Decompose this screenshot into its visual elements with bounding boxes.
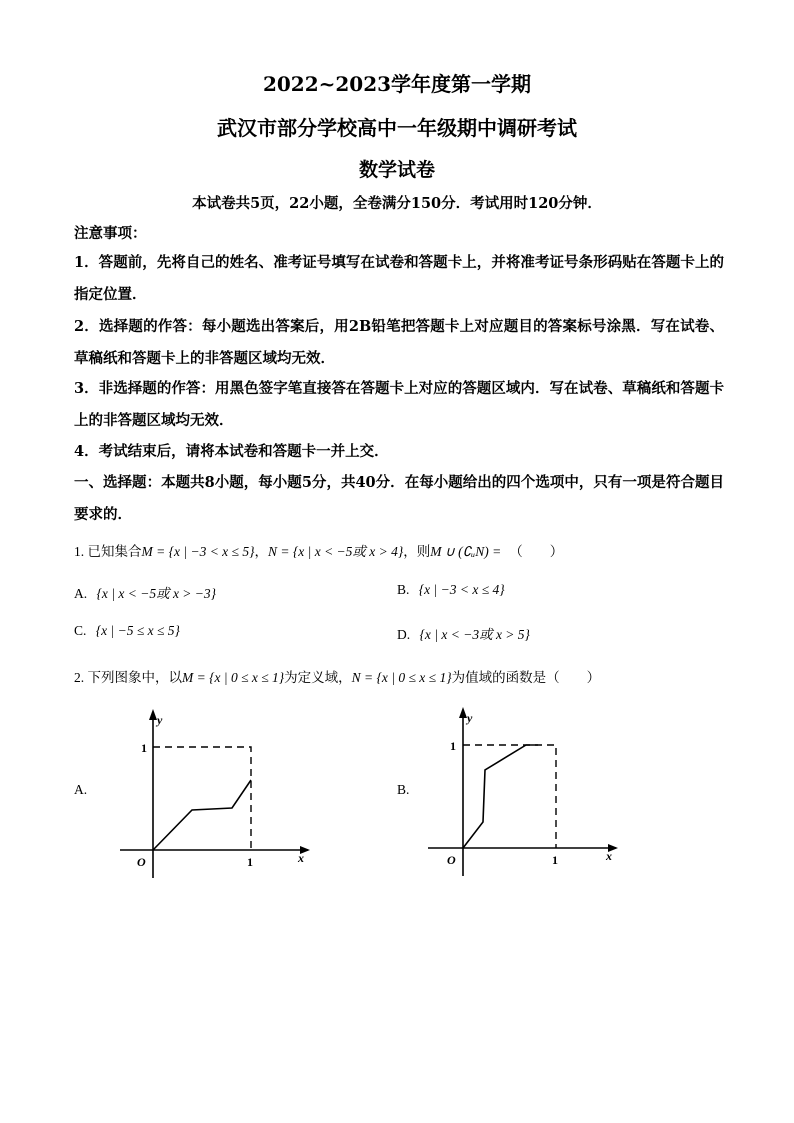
graph-a-x-tick: 1 [247, 855, 253, 869]
graph-b-y-tick: 1 [450, 739, 456, 753]
q2-set-n: N = {x | 0 ≤ x ≤ 1} [351, 670, 452, 685]
q1-prefix: 1. 已知集合 [74, 544, 142, 559]
q1-option-a [74, 582, 216, 602]
q1-option-d-label: D. [397, 627, 411, 642]
q1-separator: ， [254, 544, 268, 559]
q2-suffix: 为值域的函数是（ ） [451, 670, 601, 685]
q1-option-c-label: C. [74, 623, 87, 638]
notice-item-3: 3．非选择题的作答：用黑色签字笔直接答在答题卡上对应的答题区域内．写在试卷、草稿纸和答题卡上的非答题区域均无效． [74, 380, 724, 429]
graph-b-origin: O [447, 853, 456, 867]
q1-set-m: M = {x | −3 < x ≤ 5} [141, 544, 255, 559]
q2-option-b-label: B. [397, 782, 410, 797]
q1-option-c [74, 623, 180, 639]
q2-graph-b [428, 698, 628, 883]
q1-option-b-text: {x | −3 < x ≤ 4} [418, 582, 505, 597]
q1-option-d-text: {x | x < −3或 x > 5} [419, 627, 530, 642]
notice-title: 注意事项： [74, 225, 147, 242]
q1-ask-prefix: ，则 [403, 544, 431, 559]
q1-option-b-label: B. [397, 582, 410, 597]
graph-a-y-label: y [157, 713, 163, 727]
q1-set-n: N = {x | x < −5或 x > 4} [267, 544, 404, 559]
section-1-heading: 一、选择题：本题共8小题，每小题5分，共40分．在每小题给出的四个选项中，只有一项是符合题目要求的． [74, 474, 724, 523]
q1-answer-blank: （ ） [509, 544, 564, 559]
graph-a-y-tick: 1 [141, 741, 147, 755]
graph-b-curve [463, 745, 538, 848]
question-1-stem [74, 540, 563, 560]
graph-b-bound-box [463, 745, 556, 848]
q1-expression: M ∪ (∁ᵤN) = [430, 544, 502, 559]
q1-option-a-text: {x | x < −5或 x > −3} [96, 586, 217, 601]
q2-prefix: 2. 下列图象中，以 [74, 670, 182, 685]
q1-option-d [397, 623, 530, 643]
question-2-stem [74, 666, 600, 686]
exam-subject-title: 数学试卷 [358, 159, 435, 181]
q1-option-b [397, 582, 505, 598]
graph-b-y-arrow-icon [459, 707, 467, 718]
graph-b-x-tick: 1 [552, 853, 558, 867]
notice-item-1: 1．答题前，先将自己的姓名、准考证号填写在试卷和答题卡上，并将准考证号条形码贴在答题卡上的指定位置． [74, 254, 724, 303]
q2-option-a-label: A. [74, 782, 88, 797]
graph-b-x-label: x [606, 849, 612, 863]
exam-info: 本试卷共5页，22小题，全卷满分150分．考试用时120分钟． [192, 195, 602, 212]
graph-a-curve [153, 780, 251, 850]
notice-item-4: 4．考试结束后，请将本试卷和答题卡一并上交． [74, 443, 389, 460]
exam-name-title: 武汉市部分学校高中一年级期中调研考试 [217, 116, 577, 140]
graph-a-origin: O [137, 855, 146, 869]
q1-option-c-text: {x | −5 ≤ x ≤ 5} [95, 623, 180, 638]
q2-graph-a [120, 700, 320, 885]
q2-mid: 为定义域， [284, 670, 352, 685]
graph-a-y-arrow-icon [149, 709, 157, 720]
graph-a-x-label: x [298, 851, 304, 865]
graph-b-y-label: y [467, 711, 473, 725]
notice-item-2: 2．选择题的作答：每小题选出答案后，用2B铅笔把答题卡上对应题目的答案标号涂黑．写在试卷、草稿纸和答题卡上的非答题区域均无效． [74, 318, 724, 367]
q1-option-a-label: A. [74, 586, 88, 601]
q2-set-m: M = {x | 0 ≤ x ≤ 1} [182, 670, 285, 685]
exam-term-title: 2022~2023学年度第一学期 [262, 72, 532, 96]
